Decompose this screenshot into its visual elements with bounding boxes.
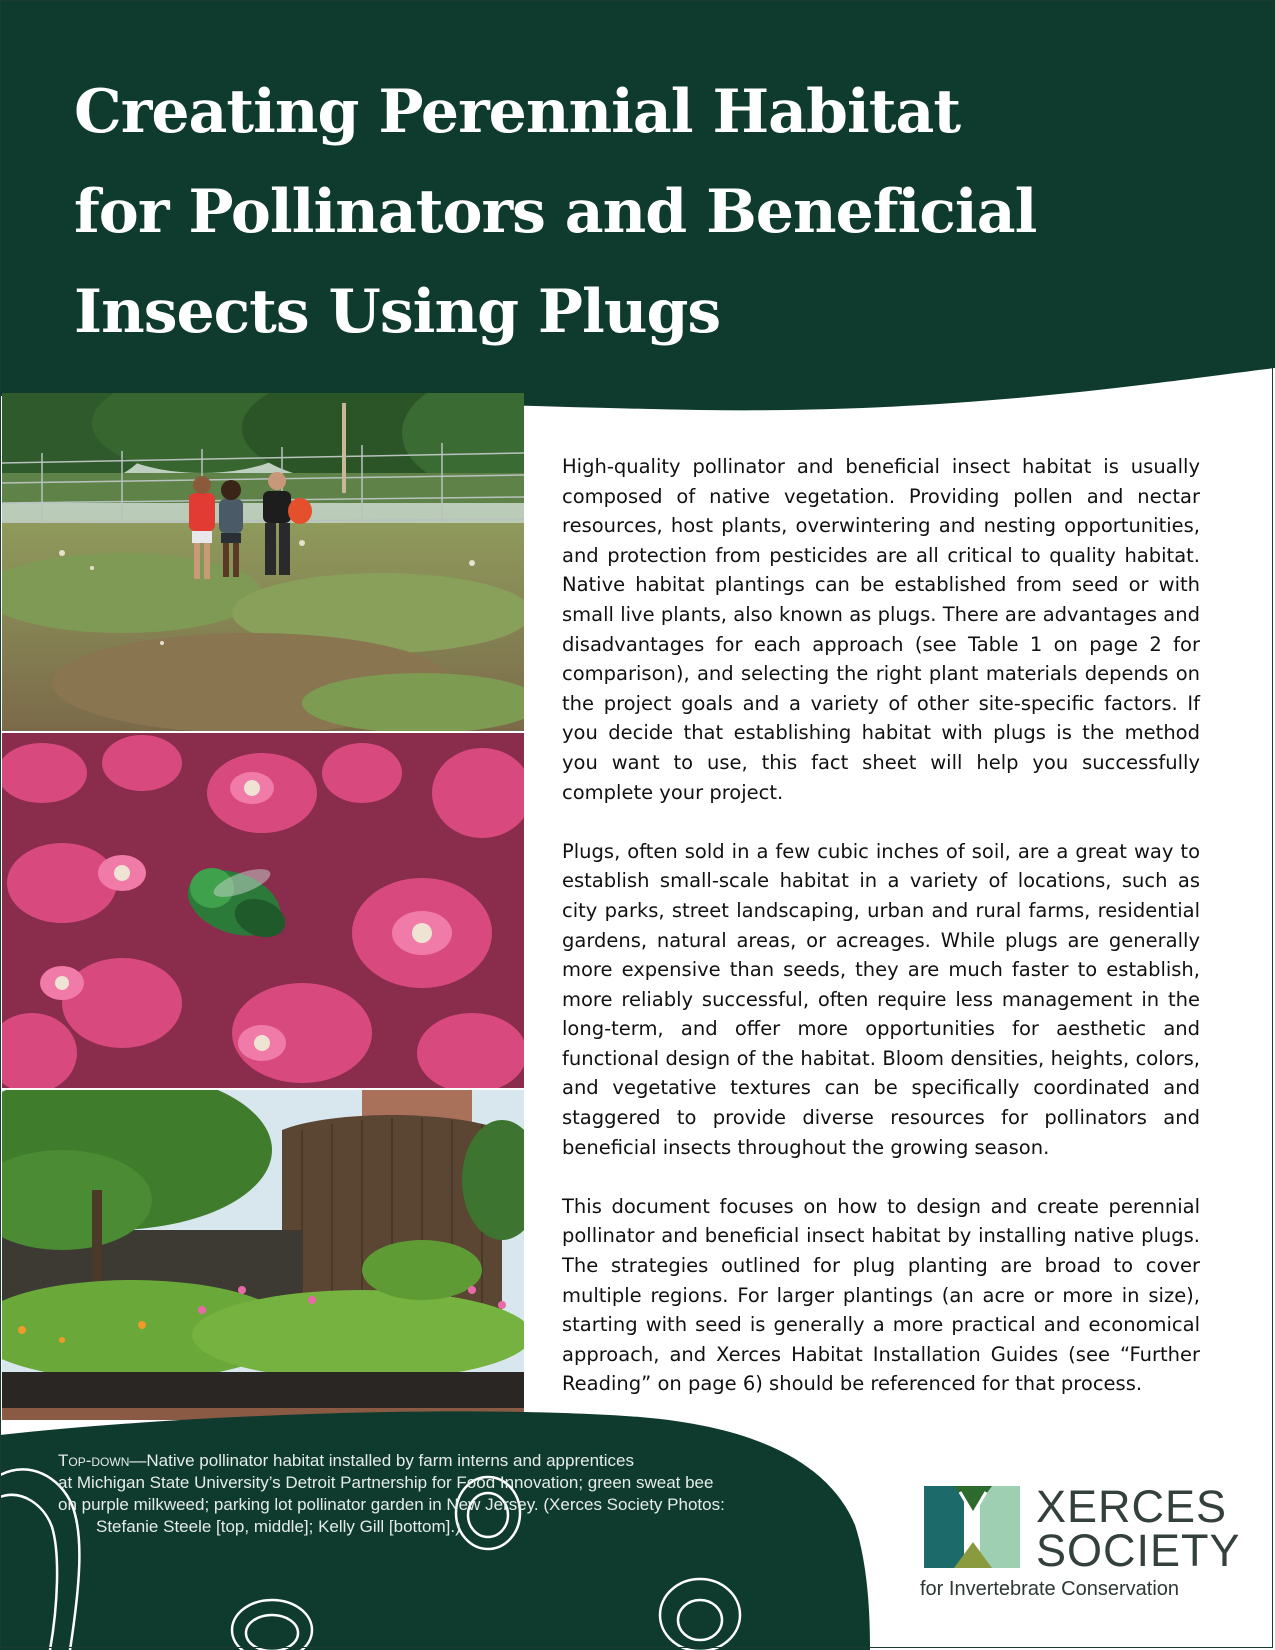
logo-word-society: SOCIETY <box>1036 1525 1241 1576</box>
title-line-1: Creating Perennial Habitat <box>74 77 961 147</box>
caption-lead: Top-down <box>58 1451 130 1470</box>
body-paragraph-1: High-quality pollinator and beneficial insect habitat is usually composed of native vegetation. Providing pollen and nectar resources, host plants, overwintering and nesting opportunities, and protection from pesticides are all critical to quality habitat. Native habitat plantings can be established from seed or with small live plants, also known as plugs. There are advantages and disadvantages for each approach (see Table 1 on page 2 for comparison), and selecting the right plant materials depends on the project goals and a variety of other site-specific factors. If you decide that establishing habitat with plugs is the method you want to use, this fact sheet will help you successfully complete your project. <box>562 455 1200 804</box>
habitat-planting-photo-icon <box>2 393 524 731</box>
body-paragraph-3: This document focuses on how to design and create perennial pollinator and beneficial insect habitat by installing native plugs. The strategies outlined for plug planting are broad to cover multiple regions. For larger plantings (an acre or more in size), starting with seed is generally a more practical and economical approach, and Xerces Habitat Installation Guides (see “Further Reading” on page 6) should be referenced for that process. <box>562 1194 1200 1396</box>
title-line-3: Insects Using Plugs <box>74 277 721 347</box>
caption-line-1-text: —Native pollinator habitat installed by farm interns and apprentices <box>129 1451 634 1470</box>
caption-line-2: at Michigan State University’s Detroit Partnership for Food Innovation; green sweat bee <box>58 1473 714 1492</box>
document-title <box>74 62 1194 362</box>
caption-line-1 <box>58 1450 828 1472</box>
photo-farm-interns <box>2 393 524 731</box>
title-line-2: for Pollinators and Beneficial <box>74 177 1037 247</box>
caption-line-4: Stefanie Steele [top, middle]; Kelly Gill [bottom].) <box>96 1517 461 1536</box>
caption-line-3: on purple milkweed; parking lot pollinator garden in New Jersey. (Xerces Society Photos: <box>58 1495 725 1514</box>
photo-caption <box>58 1450 828 1538</box>
xerces-society-logo <box>918 1480 1241 1600</box>
pollinator-garden-photo-icon <box>2 1090 524 1420</box>
xerces-x-logo-icon <box>918 1482 1028 1572</box>
photo-sweat-bee-milkweed <box>2 733 524 1088</box>
logo-word-xerces: XERCES <box>1036 1481 1228 1532</box>
body-text <box>562 452 1200 1429</box>
body-paragraph-2: Plugs, often sold in a few cubic inches of soil, are a great way to establish small-scale habitat in a variety of locations, such as city parks, street landscaping, urban and rural farms, residential gardens, natural areas, or acreages. While plugs are generally more expensive than seeds, they are much faster to establish, more reliably successful, often require less management in the long-term, and offer more opportunities for aesthetic and functional design of the habitat. Bloom densities, heights, colors, and vegetative textures can be specifically coordinated and staggered to provide diverse resources for pollinators and beneficial insects throughout the growing season. <box>562 839 1200 1159</box>
logo-tagline: for Invertebrate Conservation <box>920 1578 1180 1600</box>
photo-parking-lot-garden <box>2 1090 524 1420</box>
bee-on-milkweed-photo-icon <box>2 733 524 1088</box>
